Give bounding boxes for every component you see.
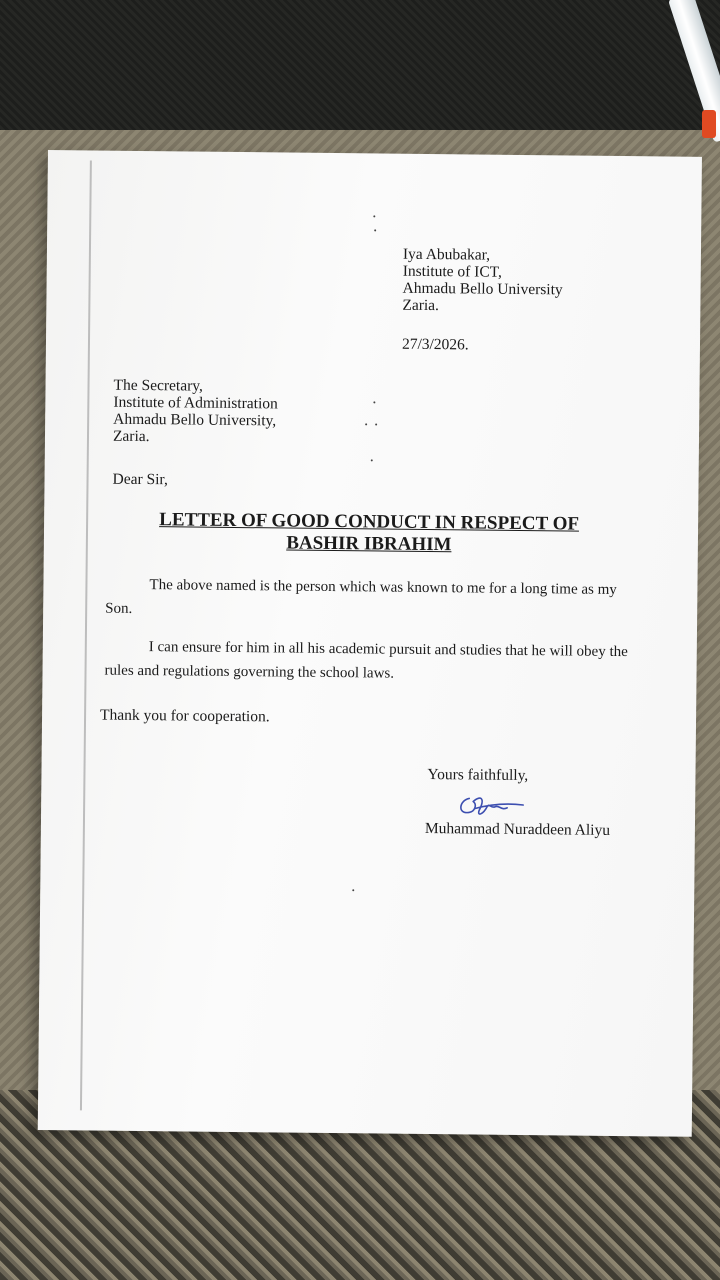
paper-speck [352, 889, 354, 891]
recipient-city: Zaria. [112, 427, 150, 446]
letter-subject [104, 509, 634, 559]
paper-speck [373, 215, 375, 217]
sender-institute: Institute of ICT, [402, 262, 502, 281]
recipient-title: The Secretary, [113, 376, 203, 395]
pen-cap [702, 110, 716, 138]
recipient-university: Ahmadu Bello University, [113, 410, 277, 430]
body-paragraph-2: I can ensure for him in all his academic pursuit and studies that he will obey the rules and regulations governing the school laws. [104, 639, 628, 682]
paper-speck [365, 423, 367, 425]
subject-line-1: LETTER OF GOOD CONDUCT IN RESPECT OF [159, 509, 580, 535]
letter-content [38, 150, 702, 1137]
sender-name: Iya Abubakar, [402, 245, 491, 264]
letter-paper [38, 150, 702, 1137]
recipient-address [113, 377, 278, 447]
dark-carpet-background [0, 0, 720, 150]
thanks-line: Thank you for cooperation. [99, 706, 270, 726]
sender-city: Zaria. [402, 296, 440, 315]
signer-name: Muhammad Nuraddeen Aliyu [424, 819, 611, 839]
paper-speck [374, 229, 376, 231]
paper-speck [373, 401, 375, 403]
salutation: Dear Sir, [112, 470, 168, 489]
sender-address [402, 246, 563, 316]
subject-line-2: BASHIR IBRAHIM [286, 532, 452, 556]
body-paragraph-1: The above named is the person which was known to me for a long time as my Son. [105, 577, 617, 617]
closing: Yours faithfully, [427, 766, 529, 785]
letter-date: 27/3/2026. [401, 335, 469, 354]
paper-speck [375, 423, 377, 425]
paper-speck [371, 459, 373, 461]
recipient-institute: Institute of Administration [113, 393, 278, 413]
sender-university: Ahmadu Bello University [402, 279, 563, 299]
